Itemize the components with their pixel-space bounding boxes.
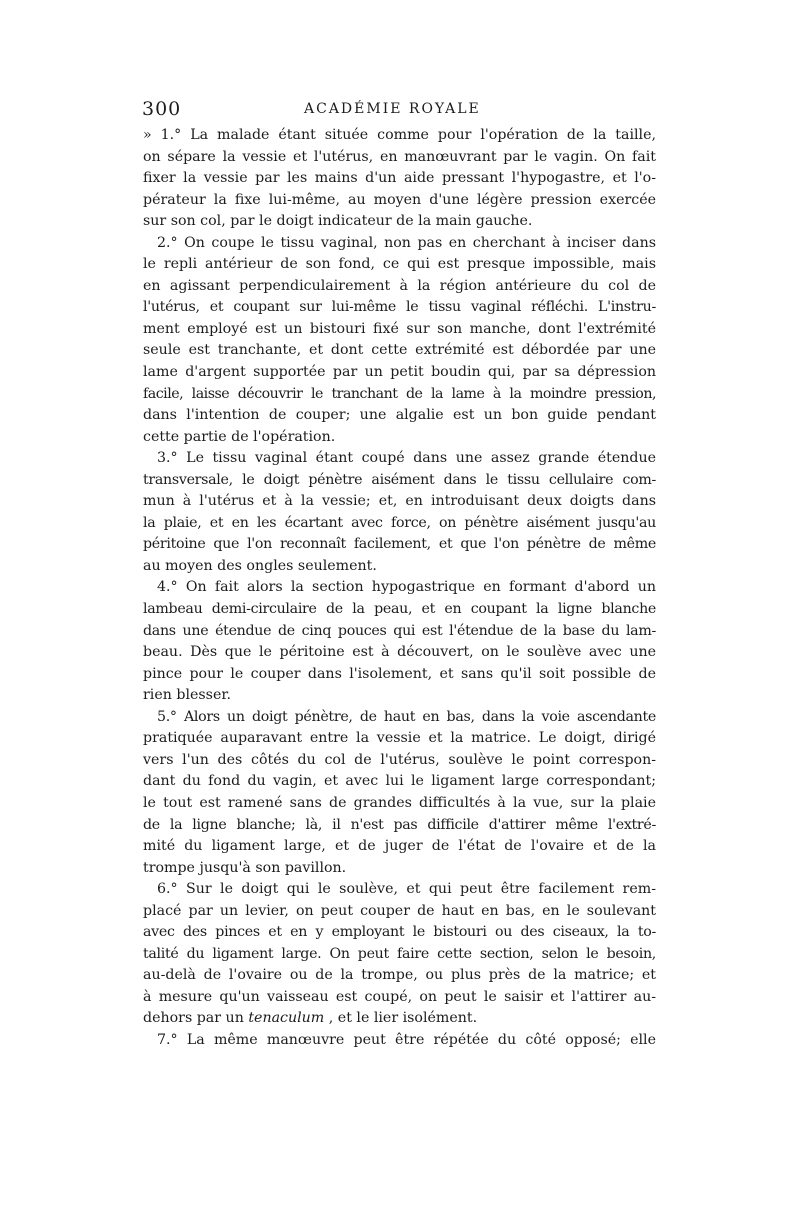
- text-line: beau. Dès que le péritoine est à découvert, on le soulève avec une: [143, 644, 656, 661]
- text-line: mun à l'utérus et à la vessie; et, en introduisant deux doigts dans: [143, 493, 656, 510]
- text-line: au moyen des ongles seulement.: [143, 557, 377, 574]
- text-line: 3.° Le tissu vaginal étant coupé dans une assez grande étendue: [157, 450, 656, 467]
- text-line: pince pour le couper dans l'isolement, et sans qu'il soit possible de: [143, 665, 656, 682]
- text-line: 6.° Sur le doigt qui le soulève, et qui peut être facilement rem-: [157, 881, 656, 898]
- text-fragment: , et le lier isolément.: [328, 1010, 478, 1027]
- text-line: la plaie, et en les écartant avec force, on pénètre aisément jusqu'au: [143, 514, 656, 531]
- text-line: rien blesser.: [143, 687, 232, 704]
- text-line: 2.° On coupe le tissu vaginal, non pas en cherchant à inciser dans: [157, 234, 656, 251]
- text-line: cette partie de l'opération.: [143, 428, 336, 445]
- text-line: l'utérus, et coupant sur lui-même le tissu vaginal réfléchi. L'instru-: [143, 299, 656, 316]
- text-line: péritoine que l'on reconnaît facilement, et que l'on pénètre de même: [143, 536, 656, 553]
- text-line: dant du fond du vagin, et avec lui le ligament large correspondant;: [143, 773, 656, 790]
- text-line: pérateur la fixe lui-même, au moyen d'une légère pression exercée: [143, 191, 656, 208]
- text-line: on sépare la vessie et l'utérus, en manœuvrant par le vagin. On fait: [143, 148, 656, 165]
- text-line: mité du ligament large, et de juger de l'état de l'ovaire et de la: [143, 838, 656, 855]
- text-line: facile, laisse découvrir le tranchant de la lame à la moindre pression,: [143, 385, 656, 402]
- text-fragment: dehors par un: [143, 1010, 244, 1027]
- text-line: fixer la vessie par les mains d'un aide pressant l'hypogastre, et l'o-: [143, 170, 656, 187]
- text-line: pratiquée auparavant entre la vessie et la matrice. Le doigt, dirigé: [143, 730, 656, 747]
- text-line: 5.° Alors un doigt pénètre, de haut en bas, dans la voie ascendante: [157, 708, 656, 725]
- text-line: le tout est ramené sans de grandes difficultés à la vue, sur la plaie: [143, 794, 656, 811]
- text-line: en agissant perpendiculairement à la région antérieure du col de: [143, 277, 656, 294]
- text-line: dans l'intention de couper; une algalie est un bon guide pendant: [143, 407, 656, 424]
- text-line: le repli antérieur de son fond, ce qui est presque impossible, mais: [143, 256, 656, 273]
- italic-term: tenaculum: [248, 1010, 325, 1027]
- text-line: talité du ligament large. On peut faire cette section, selon le besoin,: [143, 945, 656, 962]
- page-number: 300: [142, 98, 182, 120]
- text-line: 7.° La même manœuvre peut être répétée du côté opposé; elle: [157, 1031, 656, 1048]
- text-line: de la ligne blanche; là, il n'est pas difficile d'attirer même l'extré-: [143, 816, 656, 833]
- text-line: au-delà de l'ovaire ou de la trompe, ou plus près de la matrice; et: [143, 967, 656, 984]
- text-line: avec des pinces et en y employant le bistouri ou des ciseaux, la to-: [143, 924, 656, 941]
- text-line: lame d'argent supportée par un petit boudin qui, par sa dépression: [143, 364, 656, 381]
- text-line: dans une étendue de cinq pouces qui est l'étendue de la base du lam-: [143, 622, 656, 639]
- text-line: sur son col, par le doigt indicateur de la main gauche.: [143, 213, 533, 230]
- text-line: trompe jusqu'à son pavillon.: [143, 859, 347, 876]
- text-line: 4.° On fait alors la section hypogastrique en formant d'abord un: [157, 579, 656, 596]
- text-line: ment employé est un bistouri fixé sur son manche, dont l'extrémité: [143, 320, 656, 337]
- running-title: ACADÉMIE ROYALE: [304, 101, 481, 117]
- body-text: [143, 125, 656, 1052]
- text-line: vers l'un des côtés du col de l'utérus, soulève le point correspon-: [143, 751, 656, 768]
- text-line: placé par un levier, on peut couper de haut en bas, en le soulevant: [143, 902, 656, 919]
- text-line: lambeau demi-circulaire de la peau, et en coupant la ligne blanche: [143, 601, 656, 618]
- text-line: [143, 1008, 656, 1030]
- text-line: » 1.° La malade étant située comme pour l'opération de la taille,: [143, 127, 656, 143]
- text-line: à mesure qu'un vaisseau est coupé, on peut le saisir et l'attirer au-: [143, 988, 656, 1005]
- text-line: transversale, le doigt pénètre aisément dans le tissu cellulaire com-: [143, 471, 656, 488]
- running-head: [142, 98, 664, 122]
- text-line: seule est tranchante, et dont cette extrémité est débordée par une: [143, 342, 656, 359]
